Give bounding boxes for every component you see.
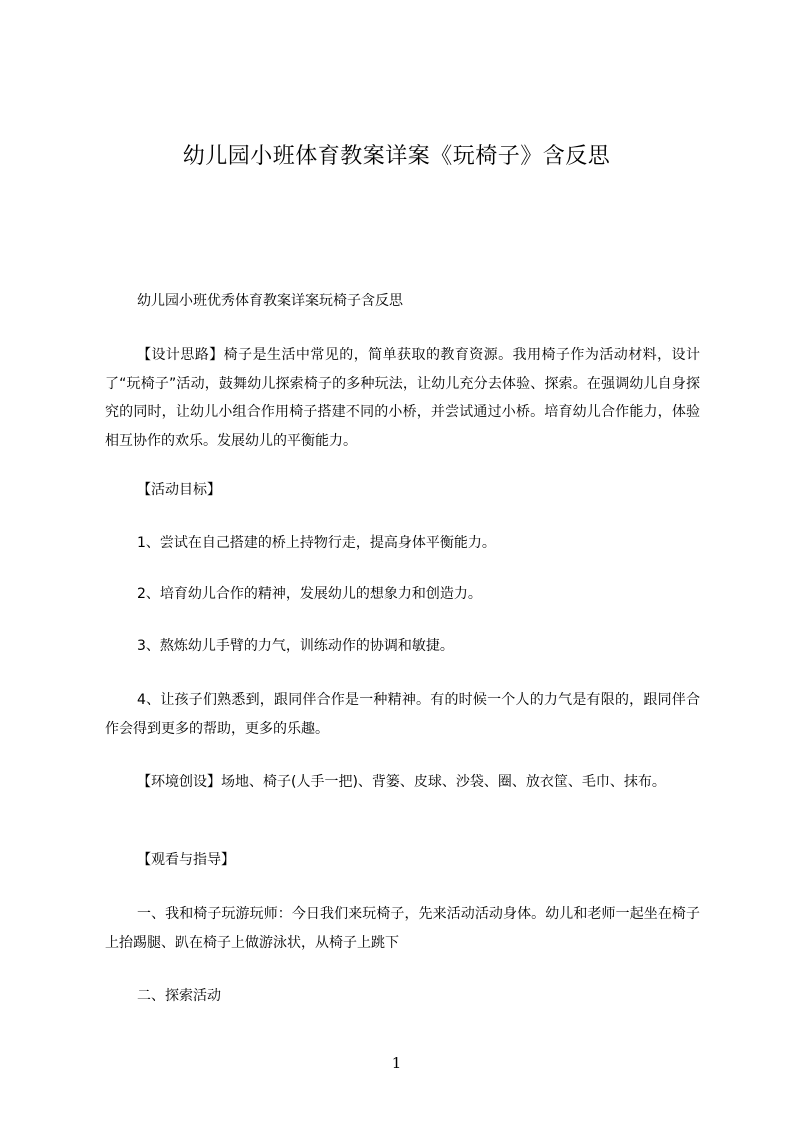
- observation-heading: 【观看与指导】: [137, 852, 235, 868]
- section-two-heading: 二、探索活动: [137, 988, 221, 1004]
- goal-item-1: 1、尝试在自己搭建的桥上持物行走，提高身体平衡能力。: [137, 535, 496, 551]
- goal-item-3: 3、熬炼幼儿手臂的力气，训练动作的协调和敏捷。: [137, 638, 454, 654]
- page-number: 1: [391, 1054, 402, 1072]
- goal-item-2: 2、培育幼儿合作的精神，发展幼儿的想象力和创造力。: [137, 586, 482, 602]
- document-title: 幼儿园小班体育教案详案《玩椅子》含反思: [182, 144, 611, 169]
- environment-paragraph: 【环境创设】场地、椅子(人手一把)、背篓、皮球、沙袋、圈、放衣筐、毛巾、抹布。: [137, 774, 666, 790]
- section-one-paragraph: 一、我和椅子玩游玩师：今日我们来玩椅子，先来活动活动身体。幼儿和老师一起坐在椅子上抬踢腿、趴在椅子上做游泳状，从椅子上跳下: [105, 906, 700, 951]
- goal-item-4: 4、让孩子们熟悉到，跟同伴合作是一种精神。有的时候一个人的力气是有限的，跟同伴合作会得到更多的帮助，更多的乐趣。: [105, 692, 700, 737]
- activity-goals-heading: 【活动目标】: [137, 482, 221, 498]
- subtitle-paragraph: 幼儿园小班优秀体育教案详案玩椅子含反思: [137, 293, 403, 309]
- design-idea-paragraph: 【设计思路】椅子是生活中常见的，简单获取的教育资源。我用椅子作为活动材料，设计了“玩椅子”活动，鼓舞幼儿探索椅子的多种玩法，让幼儿充分去体验、探索。在强调幼儿自身探究的同时，让幼儿小组合作用椅子搭建不同的小桥，并尝试通过小桥。培育幼儿合作能力，体验相互协作的欢乐。发展幼儿的平衡能力。: [105, 347, 700, 449]
